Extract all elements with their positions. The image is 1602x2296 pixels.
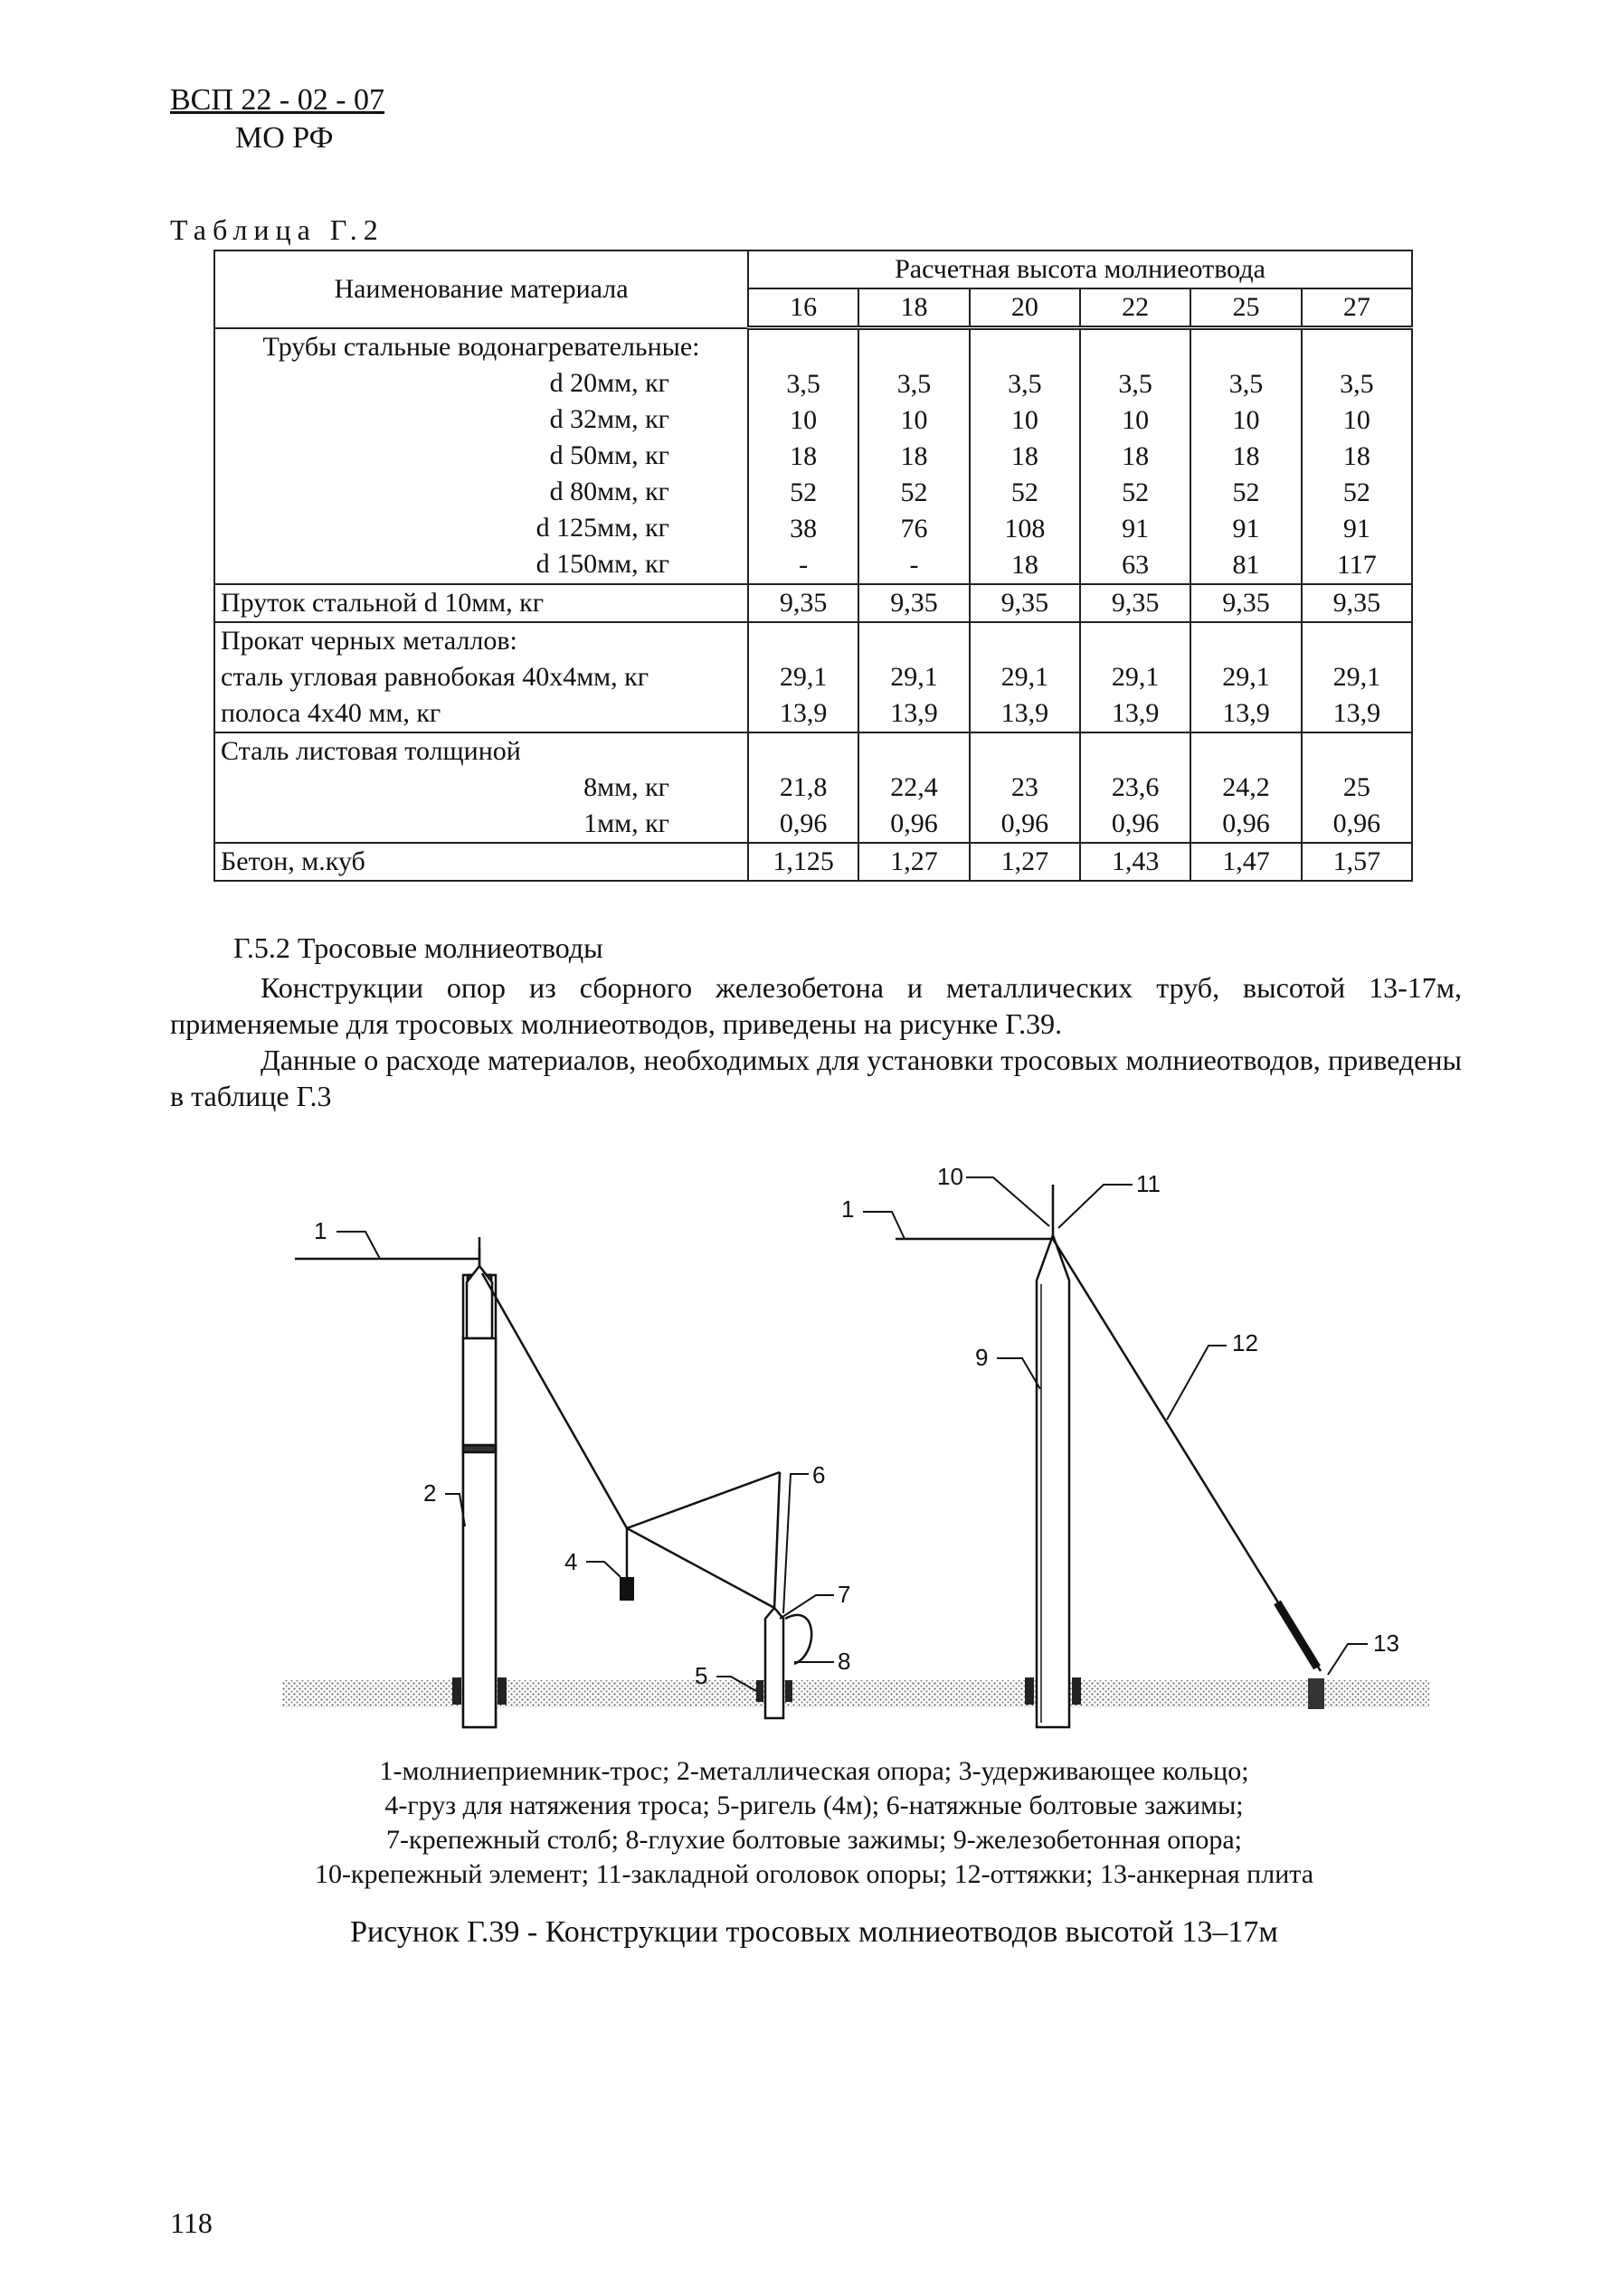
row-sublabel: d 32мм, кг xyxy=(549,403,669,434)
table-cell: 21,8 0,96 xyxy=(748,732,858,843)
row-sublabel: сталь угловая равнобокая 40х4мм, кг xyxy=(221,662,649,692)
row-label: Пруток стальной d 10мм, кг xyxy=(214,584,748,622)
label-5: 5 xyxy=(695,1662,708,1689)
legend-line: 10-крепежный элемент; 11-закладной оголовок опоры; 12-оттяжки; 13-анкерная плита xyxy=(314,1859,1314,1889)
height-col: 18 xyxy=(858,288,969,328)
label-7: 7 xyxy=(838,1581,851,1608)
concrete-support xyxy=(1037,1185,1069,1727)
table-cell: 3,5 10 18 52 38 - xyxy=(748,328,858,585)
group-title: Прокат черных металлов: xyxy=(221,626,517,656)
table-cell: 23 0,96 xyxy=(970,732,1080,843)
document-org: МО РФ xyxy=(235,121,334,155)
base-clamp xyxy=(785,1680,792,1702)
table-cell: 9,35 xyxy=(1080,584,1190,622)
height-col: 22 xyxy=(1080,288,1190,328)
table-cell: 3,5 10 18 52 108 18 xyxy=(970,328,1080,585)
table-cell: 9,35 xyxy=(1190,584,1301,622)
metal-support-mast xyxy=(463,1248,496,1727)
row-sublabel: d 125мм, кг xyxy=(536,512,669,543)
page-number: 118 xyxy=(170,2206,213,2239)
table-cell: 3,5 10 18 52 76 - xyxy=(858,328,969,585)
table-cell: 1,47 xyxy=(1190,843,1301,881)
group-title: Трубы стальные водонагревательные: xyxy=(262,331,700,362)
label-11: 11 xyxy=(1136,1170,1161,1197)
row-sublabel: d 20мм, кг xyxy=(549,367,669,398)
table-cell: 9,35 xyxy=(748,584,858,622)
base-clamp xyxy=(498,1677,507,1705)
legend-line: 4-груз для натяжения троса; 5-ригель (4м); 6-натяжные болтовые зажимы; xyxy=(384,1791,1244,1820)
paragraph: Конструкции опор из сборного железобетона и металлических труб, высотой 13-17м, применяемые для тросовых молниеотводов, приведены на рисунке Г.39. xyxy=(170,971,1462,1040)
label-4: 4 xyxy=(564,1548,578,1575)
table-cell: 3,5 10 18 52 91 63 xyxy=(1080,328,1190,585)
guy-cable xyxy=(482,1273,774,1608)
label-2: 2 xyxy=(423,1479,437,1507)
group-title: Сталь листовая толщиной xyxy=(221,736,521,766)
paragraph: Данные о расходе материалов, необходимых для установки тросовых молниеотводов, приведены в таблице Г.3 xyxy=(170,1044,1462,1112)
row-sublabel: полоса 4х40 мм, кг xyxy=(221,698,441,728)
table-cell: 23,6 0,96 xyxy=(1080,732,1190,843)
table-cell: 22,4 0,96 xyxy=(858,732,969,843)
label-8: 8 xyxy=(838,1648,851,1675)
height-col: 20 xyxy=(970,288,1080,328)
label-9: 9 xyxy=(975,1344,989,1371)
height-col: 25 xyxy=(1190,288,1301,328)
turnbuckle xyxy=(1277,1602,1317,1668)
table-cell: 29,1 13,9 xyxy=(1302,622,1412,732)
base-clamp xyxy=(1025,1677,1034,1705)
table-cell: 1,27 xyxy=(970,843,1080,881)
label-12: 12 xyxy=(1232,1329,1258,1356)
table-cell: 29,1 13,9 xyxy=(1190,622,1301,732)
table-cell: 9,35 xyxy=(1302,584,1412,622)
name-header: Наименование материала xyxy=(214,250,748,328)
height-col: 16 xyxy=(748,288,858,328)
tension-cable xyxy=(627,1472,780,1528)
table-cell: 29,1 13,9 xyxy=(970,622,1080,732)
table-cell: 1,57 xyxy=(1302,843,1412,881)
row-sublabel: d 80мм, кг xyxy=(549,476,669,506)
table-cell: 24,2 0,96 xyxy=(1190,732,1301,843)
table-cell: 1,125 xyxy=(748,843,858,881)
row-label: Бетон, м.куб xyxy=(214,843,748,881)
row-sublabel: d 50мм, кг xyxy=(549,439,669,470)
document-code: ВСП 22 - 02 - 07 xyxy=(170,83,385,117)
row-sublabel: d 150мм, кг xyxy=(536,548,669,579)
row-sublabel: 1мм, кг xyxy=(583,808,669,838)
table-cell: 29,1 13,9 xyxy=(858,622,969,732)
base-clamp xyxy=(1072,1677,1081,1705)
table-cell: 3,5 10 18 52 91 117 xyxy=(1302,328,1412,585)
weight xyxy=(620,1577,634,1601)
label-1b: 1 xyxy=(841,1195,855,1223)
label-13: 13 xyxy=(1373,1630,1399,1657)
height-header: Расчетная высота молниеотвода xyxy=(748,250,1412,288)
section-heading: Г.5.2 Тросовые молниеотводы xyxy=(233,931,603,964)
row-sublabel: 8мм, кг xyxy=(583,772,669,802)
figure-legend xyxy=(226,1754,1402,1892)
table-cell: 3,5 10 18 52 91 81 xyxy=(1190,328,1301,585)
table-cell: 25 0,96 xyxy=(1302,732,1412,843)
table-cell: 29,1 13,9 xyxy=(748,622,858,732)
label-1: 1 xyxy=(314,1217,327,1244)
anchor-plate xyxy=(1308,1678,1324,1709)
base-clamp xyxy=(452,1677,461,1705)
legend-line: 7-крепежный столб; 8-глухие болтовые зажимы; 9-железобетонная опора; xyxy=(386,1825,1242,1855)
figure-caption: Рисунок Г.39 - Конструкции тросовых молниеотводов высотой 13–17м xyxy=(350,1915,1278,1949)
height-col: 27 xyxy=(1302,288,1412,328)
table-cell: 1,43 xyxy=(1080,843,1190,881)
table-cell: 29,1 13,9 xyxy=(1080,622,1190,732)
table-caption: Таблица Г.2 xyxy=(170,213,384,246)
label-10: 10 xyxy=(937,1163,963,1190)
base-clamp xyxy=(756,1680,763,1702)
table-cell: 9,35 xyxy=(858,584,969,622)
label-6: 6 xyxy=(812,1461,826,1488)
table-cell: 1,27 xyxy=(858,843,969,881)
legend-line: 1-молниеприемник-трос; 2-металлическая опора; 3-удерживающее кольцо; xyxy=(379,1756,1249,1786)
table-cell: 9,35 xyxy=(970,584,1080,622)
